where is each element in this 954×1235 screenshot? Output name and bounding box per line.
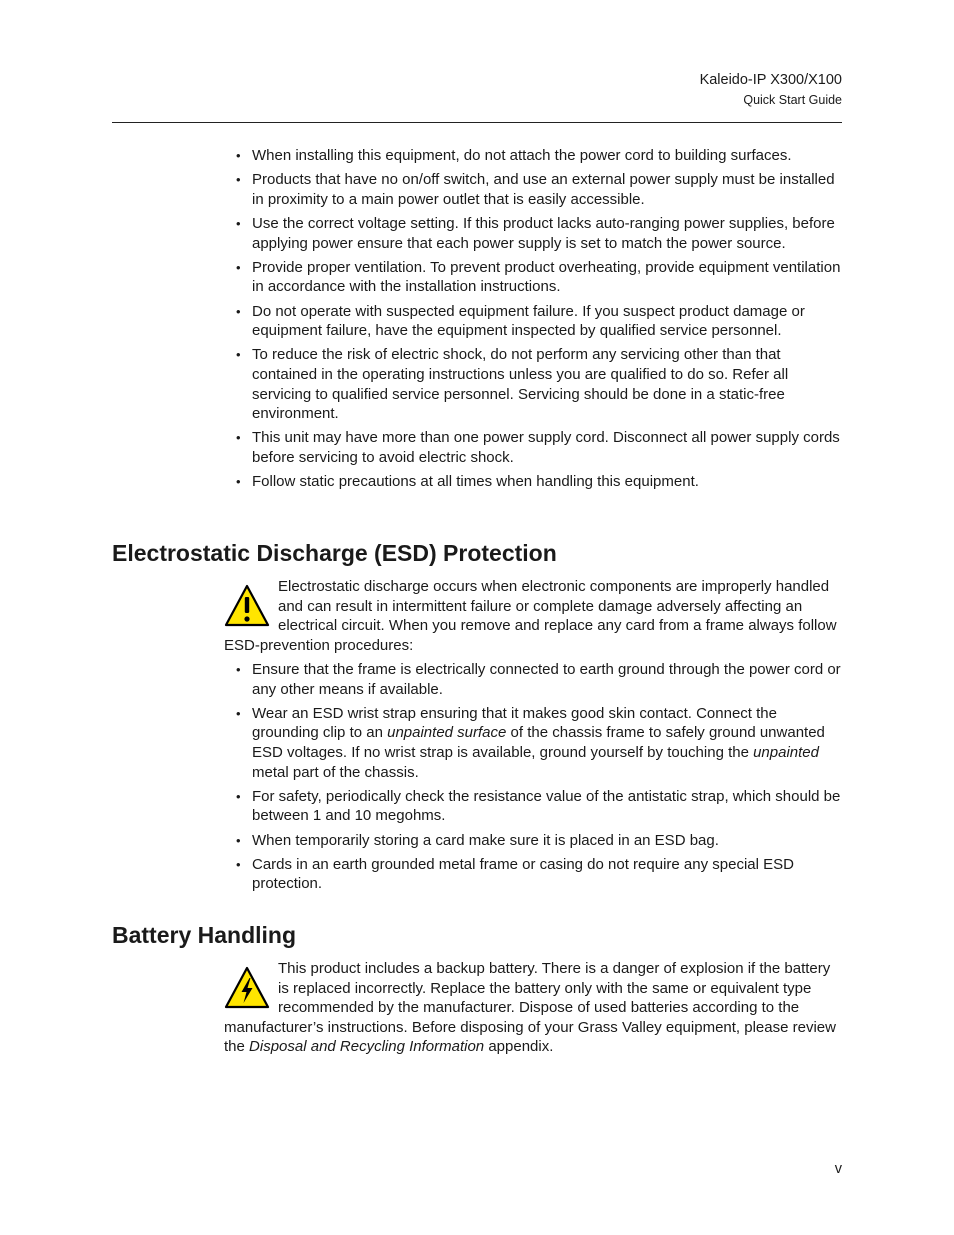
list-item-text: When temporarily storing a card make sure it is placed in an ESD bag. — [252, 831, 719, 849]
text-run: Wear an ESD wrist strap ensuring that it makes good skin contact. Connect the grounding clip to an — [252, 704, 777, 742]
list-item-text: Ensure that the frame is electrically connected to earth ground through the power cord or any other means if available. — [252, 660, 841, 698]
running-header — [700, 70, 842, 109]
electrical-hazard-icon — [224, 965, 270, 1011]
list-item — [224, 660, 842, 699]
list-item — [224, 787, 842, 826]
header-guide-title: Quick Start Guide — [743, 93, 842, 107]
esd-intro-paragraph: Electrostatic discharge occurs when electronic components are improperly handled and can result in intermittent failure or complete damage adversely affecting an electrical circuit. When you remove and replace any card from a frame always follow ESD-prevention procedures: — [224, 578, 837, 654]
text-run: appendix. — [484, 1038, 554, 1056]
list-item-text: Do not operate with suspected equipment failure. If you suspect product damage or equipment failure, have the equipment inspected by qualified service personnel. — [252, 302, 805, 340]
safety-bullet-list — [224, 146, 842, 496]
list-item-text: To reduce the risk of electric shock, do not perform any servicing other than that contained in the operating instructions unless you are qualified to do so. Refer all servicing to qualified service personnel. Servicing should be done in a static-free environment. — [252, 346, 789, 423]
emphasis-text: unpainted surface — [387, 724, 507, 742]
bullet-mark: • — [236, 303, 241, 319]
bullet-mark: • — [236, 259, 241, 275]
list-item — [224, 831, 842, 851]
list-item-text — [252, 705, 825, 781]
list-item — [224, 146, 842, 166]
bullet-mark: • — [236, 661, 241, 677]
list-item — [224, 855, 842, 894]
bullet-mark: • — [236, 705, 241, 721]
list-item — [224, 472, 842, 492]
bullet-mark: • — [236, 832, 241, 848]
battery-section-heading: Battery Handling — [112, 922, 297, 948]
bullet-mark: • — [236, 347, 241, 363]
bullet-mark: • — [236, 148, 241, 163]
list-item — [224, 345, 842, 423]
battery-section-body — [224, 959, 842, 1057]
bullet-mark: • — [236, 788, 241, 804]
bullet-mark: • — [236, 430, 241, 446]
list-item-text: This unit may have more than one power supply cord. Disconnect all power supply cords before servicing to avoid electric shock. — [252, 429, 840, 466]
bullet-mark: • — [236, 215, 241, 231]
bullet-mark: • — [236, 474, 241, 490]
text-run: metal part of the chassis. — [252, 763, 419, 781]
text-run: This product includes a backup battery. There is a danger of explosion if the battery is replaced incorrectly. Replace the battery only with the same or equivalent type recommended by the manufacturer. Dispose of used batteries according to the manufacturer’s instructions. Before disposing of your Grass Valley equipment, please review the — [224, 960, 836, 1056]
esd-section-heading: Electrostatic Discharge (ESD) Protection — [112, 540, 557, 566]
list-item-text: For safety, periodically check the resistance value of the antistatic strap, which should be between 1 and 10 megohms. — [252, 787, 841, 825]
battery-paragraph — [224, 959, 842, 1057]
page-number: v — [834, 1161, 842, 1177]
bullet-mark: • — [236, 856, 241, 872]
header-rule — [112, 122, 842, 123]
list-item — [224, 704, 842, 782]
emphasis-text: unpainted — [753, 743, 819, 761]
bullet-mark: • — [236, 172, 241, 188]
list-item-text: Provide proper ventilation. To prevent product overheating, provide equipment ventilation in accordance with the installation instructions. — [252, 258, 841, 296]
esd-section-body — [224, 577, 842, 898]
list-item — [224, 258, 842, 297]
list-item-text: Follow static precautions at all times when handling this equipment. — [252, 473, 699, 491]
esd-bullet-list — [224, 660, 842, 894]
list-item-text: When installing this equipment, do not attach the power cord to building surfaces. — [252, 147, 792, 164]
list-item — [224, 302, 842, 341]
header-product-title: Kaleido-IP X300/X100 — [699, 72, 842, 88]
list-item — [224, 428, 842, 467]
emphasis-text: Disposal and Recycling Information — [249, 1038, 485, 1056]
list-item-text: Use the correct voltage setting. If this product lacks auto-ranging power supplies, before applying power ensure that each power supply is set to match the power source. — [252, 214, 835, 252]
list-item — [224, 214, 842, 253]
text-run: of the chassis frame to safely ground unwanted ESD voltages. If no wrist strap is available, ground yourself by touching the — [252, 724, 825, 761]
caution-triangle-icon — [224, 583, 270, 629]
list-item-text: Cards in an earth grounded metal frame or casing do not require any special ESD protection. — [252, 855, 794, 893]
list-item — [224, 170, 842, 209]
list-item-text: Products that have no on/off switch, and use an external power supply must be installed in proximity to a main power outlet that is easily accessible. — [252, 171, 835, 208]
